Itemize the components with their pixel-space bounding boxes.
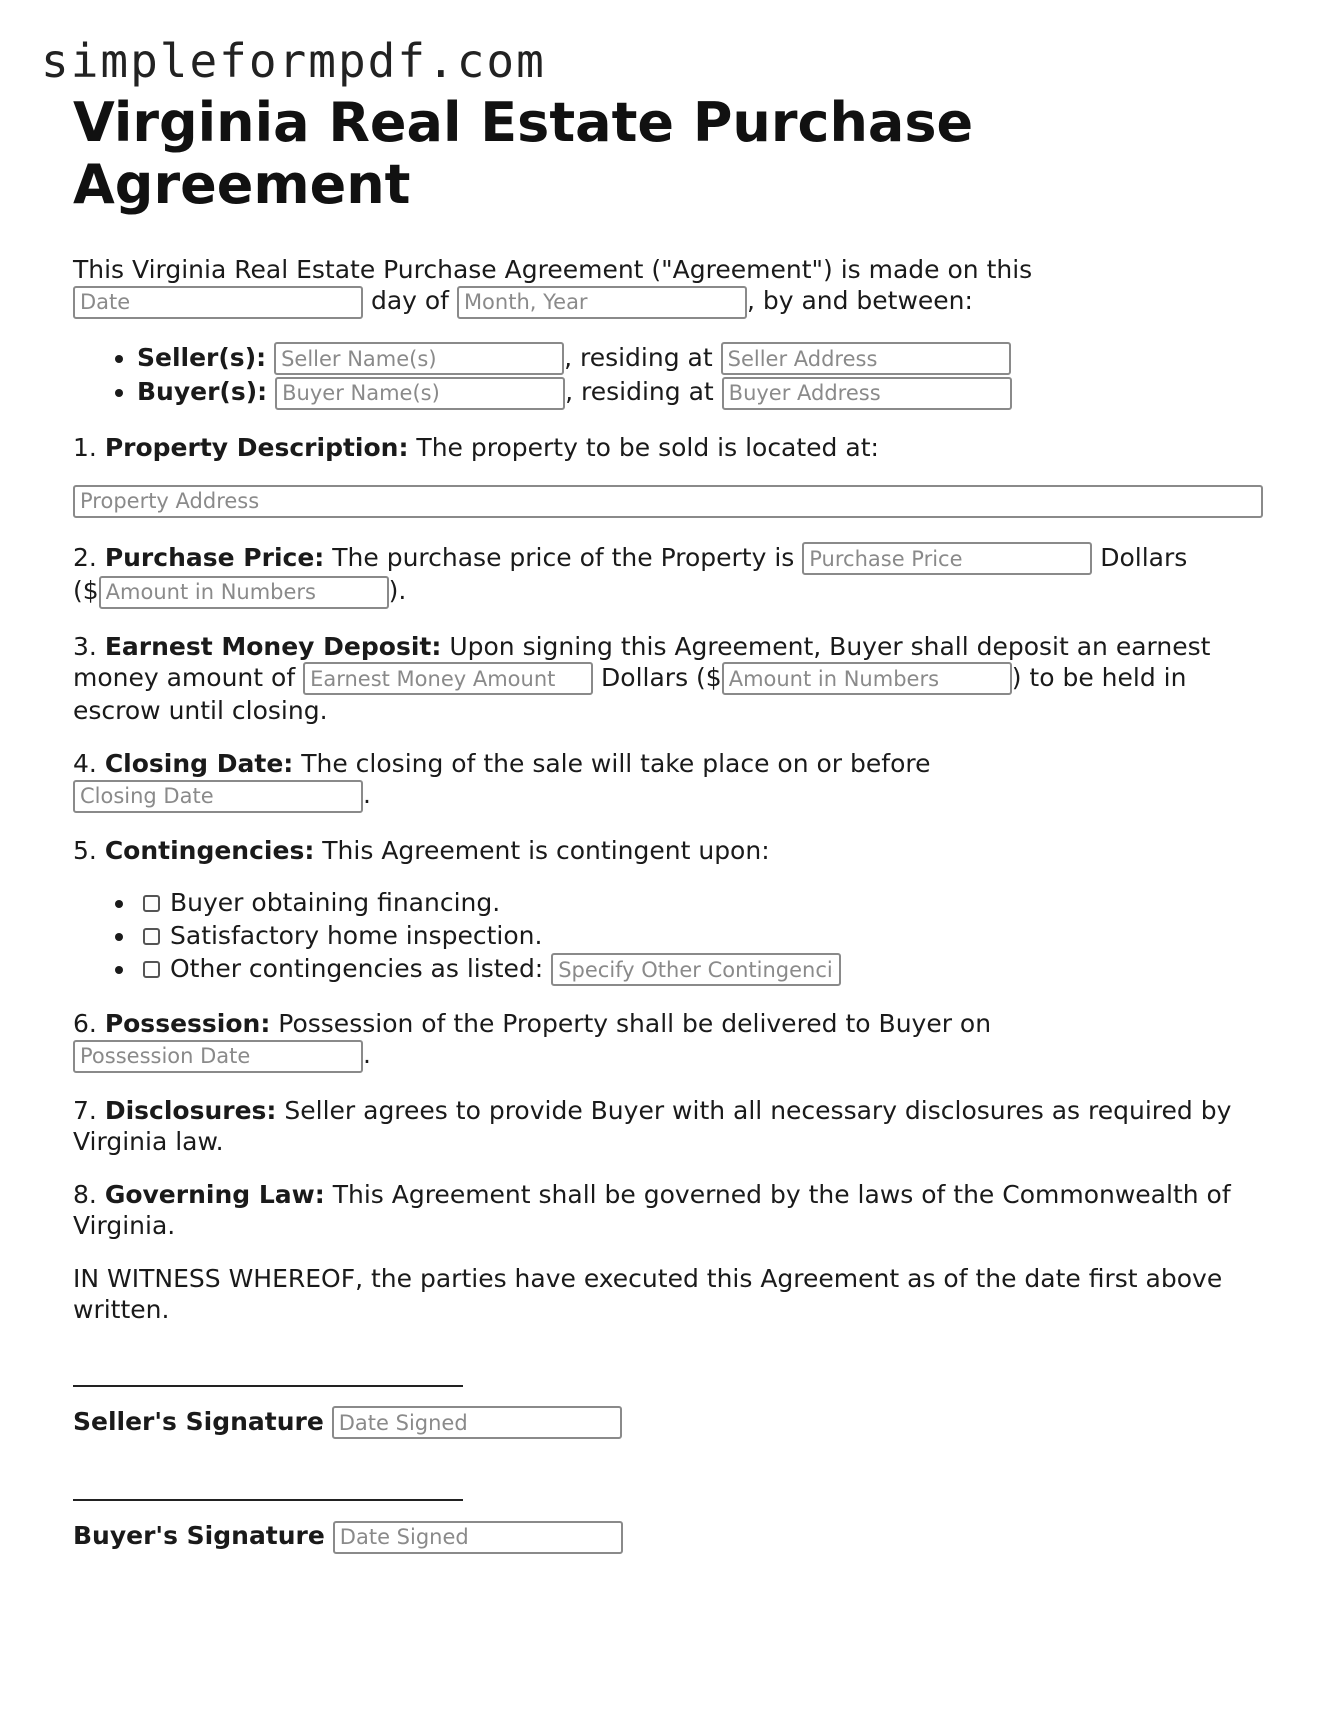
section-text: Upon signing this Agreement, Buyer shall deposit an earnest money amount of (73, 631, 1211, 692)
section-heading: Earnest Money Deposit: (104, 631, 442, 661)
section-number: 4. (73, 749, 97, 778)
dollars-open-text: Dollars ($ (601, 662, 722, 692)
section-heading: Contingencies: (104, 835, 315, 865)
seller-date-signed-field[interactable] (332, 1406, 622, 1439)
dollars-text: Dollars (1100, 542, 1188, 572)
page-title: Virginia Real Estate Purchase Agreement (73, 91, 974, 216)
close-paren-text: ). (388, 576, 407, 605)
possession-date-field[interactable] (73, 1040, 363, 1073)
buyer-address-field[interactable] (722, 377, 1012, 410)
period-text: . (363, 1040, 371, 1069)
section-text: The property to be sold is located at: (416, 432, 879, 462)
intro-text: This Virginia Real Estate Purchase Agreement ("Agreement") is made on this (73, 255, 1033, 284)
section-text: The closing of the sale will take place on or before (301, 749, 931, 778)
agreement-date-field[interactable] (73, 286, 363, 319)
section-text: The purchase price of the Property is (332, 542, 795, 572)
buyer-date-signed-field[interactable] (333, 1521, 623, 1554)
purchase-amount-numbers-field[interactable] (99, 576, 389, 609)
intro-paragraph (73, 254, 1263, 319)
section-purchase-price (73, 542, 1263, 609)
section-earnest-money (73, 631, 1263, 727)
property-address-field[interactable] (73, 485, 1263, 518)
seller-residing-text: , residing at (564, 342, 713, 372)
seller-signature-row (73, 1405, 1263, 1440)
escrow-text: ) to be held in escrow until closing. (73, 662, 1187, 725)
seller-row (137, 341, 1263, 376)
seller-label: Seller(s): (137, 342, 267, 372)
month-year-field[interactable] (457, 286, 747, 319)
earnest-amount-numbers-field[interactable] (722, 662, 1012, 695)
contingency-item (137, 919, 1263, 952)
period-text: . (363, 780, 371, 809)
section-governing-law (73, 1179, 1263, 1241)
seller-name-field[interactable] (274, 342, 564, 375)
section-property-description (73, 432, 1263, 463)
section-number: 6. (73, 1009, 97, 1038)
buyer-signature-row (73, 1519, 1263, 1554)
by-and-between-text: , by and between: (746, 286, 973, 315)
other-contingencies-field[interactable] (551, 953, 841, 986)
open-paren-text: ($ (73, 576, 99, 605)
contingency-label: Other contingencies as listed: (170, 953, 544, 983)
buyer-signature-line[interactable] (73, 1499, 463, 1501)
section-number: 5. (73, 835, 97, 865)
section-heading: Closing Date: (104, 749, 294, 778)
earnest-money-amount-field[interactable] (303, 662, 593, 695)
financing-checkbox[interactable] (143, 895, 160, 912)
witness-clause: IN WITNESS WHEREOF, the parties have executed this Agreement as of the date first above written. (73, 1263, 1223, 1324)
closing-date-field[interactable] (73, 780, 363, 813)
section-text: This Agreement shall be governed by the laws of the Commonwealth of Virginia. (73, 1179, 1231, 1240)
seller-signature-line[interactable] (73, 1385, 463, 1387)
section-heading: Possession: (104, 1009, 271, 1038)
section-number: 1. (73, 432, 97, 462)
seller-signature-label: Seller's Signature (73, 1406, 324, 1436)
watermark: simpleformpdf.com (41, 34, 546, 88)
contingency-label: Satisfactory home inspection. (170, 920, 543, 950)
inspection-checkbox[interactable] (143, 928, 160, 945)
agreement-document (73, 92, 1263, 1554)
section-number: 2. (73, 542, 97, 572)
buyer-signature-label: Buyer's Signature (73, 1521, 325, 1550)
section-heading: Governing Law: (104, 1179, 325, 1209)
section-text: Possession of the Property shall be delivered to Buyer on (278, 1009, 992, 1038)
section-heading: Purchase Price: (104, 542, 325, 572)
section-number: 8. (73, 1179, 97, 1209)
other-contingencies-checkbox[interactable] (143, 961, 160, 978)
section-number: 7. (73, 1095, 97, 1125)
section-text: Seller agrees to provide Buyer with all necessary disclosures as required by Virginia law. (73, 1095, 1232, 1156)
purchase-price-field[interactable] (802, 542, 1092, 575)
buyer-name-field[interactable] (275, 377, 565, 410)
buyer-label: Buyer(s): (137, 377, 268, 406)
contingency-label: Buyer obtaining financing. (170, 887, 501, 917)
contingency-item (137, 952, 1263, 987)
section-heading: Property Description: (104, 432, 409, 462)
section-heading: Disclosures: (104, 1095, 277, 1125)
section-possession (73, 1008, 1263, 1073)
section-text: This Agreement is contingent upon: (322, 835, 770, 865)
day-of-text: day of (370, 286, 449, 315)
contingencies-list (73, 886, 1263, 987)
section-contingencies (73, 835, 1263, 866)
section-number: 3. (73, 631, 97, 661)
seller-address-field[interactable] (721, 342, 1011, 375)
buyer-row (137, 375, 1263, 410)
contingency-item (137, 886, 1263, 919)
buyer-residing-text: , residing at (565, 377, 714, 406)
section-closing-date (73, 748, 1263, 813)
parties-list (73, 341, 1263, 410)
section-disclosures (73, 1095, 1263, 1157)
